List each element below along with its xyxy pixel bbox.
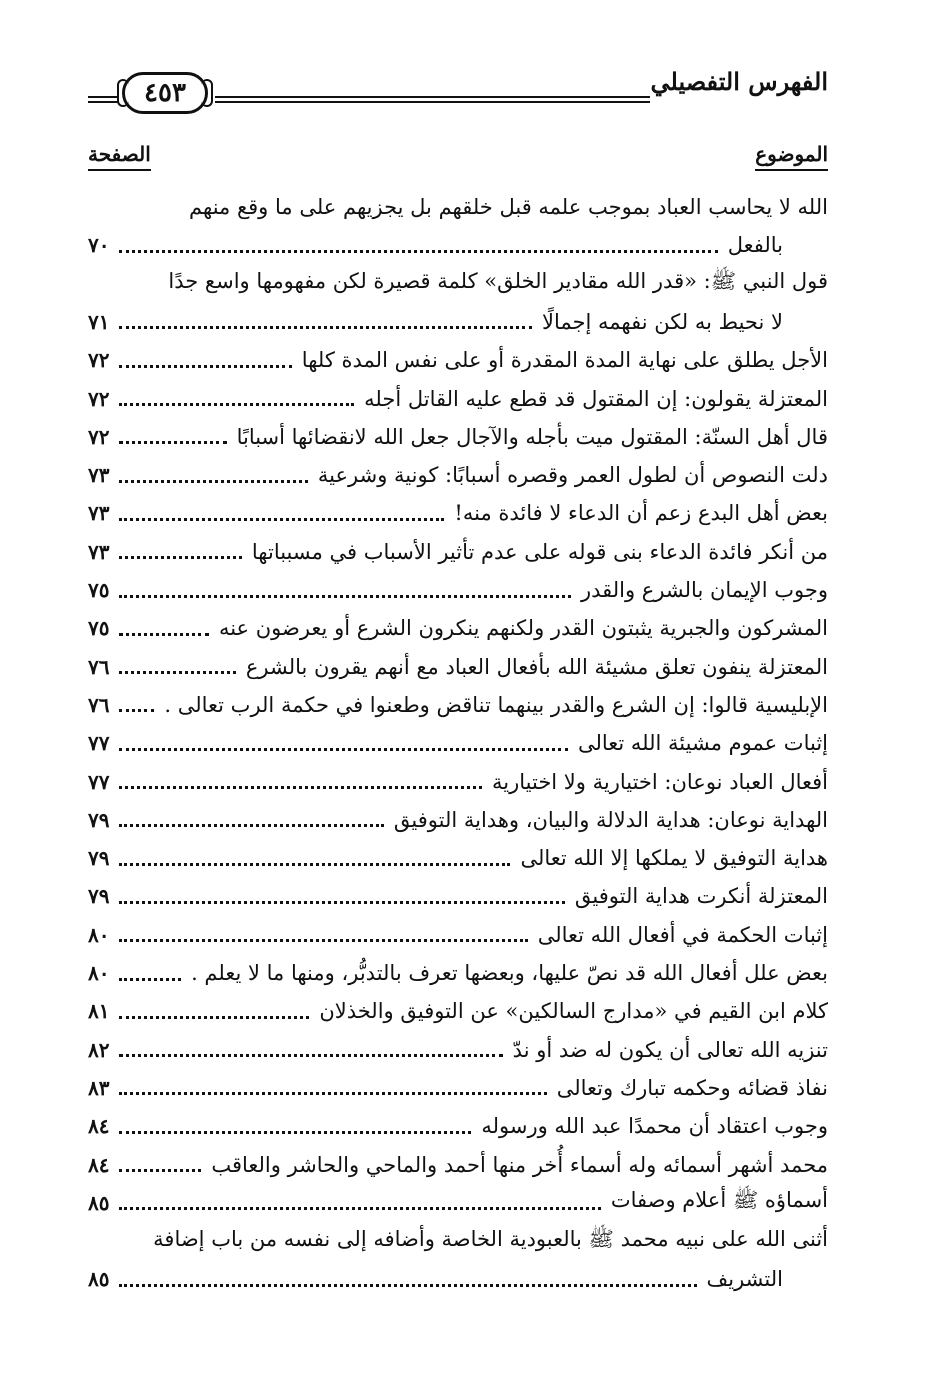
toc-entry-title: المشركون والجبرية يثبتون القدر ولكنهم ينكرون الشرع أو يعرضون عنه	[218, 616, 828, 641]
page-number-badge	[122, 72, 208, 114]
toc-entry-line	[88, 418, 828, 456]
dot-leader	[119, 1169, 201, 1172]
header-rule-left	[88, 96, 118, 98]
toc-entry-page: ٧٩	[88, 846, 110, 871]
toc-entry-page: ٨٢	[88, 1037, 110, 1062]
dot-leader	[119, 748, 567, 751]
toc-entry-line	[88, 571, 828, 609]
toc-entry-page: ٧٠	[88, 233, 110, 258]
column-label-topic: الموضوع	[755, 142, 828, 171]
dot-leader	[119, 633, 208, 636]
toc-entry-page: ٧٢	[88, 386, 110, 411]
toc-entry-line	[88, 380, 828, 418]
dot-leader	[119, 480, 307, 483]
toc-entry-title: بعض أهل البدع زعم أن الدعاء لا فائدة منه!	[454, 501, 828, 526]
dot-leader	[119, 786, 482, 789]
dot-leader	[119, 671, 235, 674]
toc-entry-line	[88, 724, 828, 762]
toc-entry-title: لا نحيط به لكن نفهمه إجمالًا	[542, 309, 783, 334]
toc-entry-line	[88, 533, 828, 571]
toc-entry-title: المعتزلة يقولون: إن المقتول قد قطع عليه القاتل أجله	[364, 386, 828, 411]
toc-entry-line	[88, 877, 828, 915]
header-rule-right-double	[215, 101, 650, 103]
toc-entry-page: ٧٣	[88, 463, 110, 488]
toc-entry-line	[88, 1222, 828, 1260]
toc-entry-title: المعتزلة ينفون تعلق مشيئة الله بأفعال العباد مع أنهم يقرون بالشرع	[245, 654, 828, 679]
toc-entry-line	[88, 456, 828, 494]
dot-leader	[119, 1284, 696, 1287]
toc-entry-page: ٨٣	[88, 1075, 110, 1100]
toc-entry-line	[88, 226, 828, 264]
toc-entry-page: ٧٢	[88, 348, 110, 373]
toc-entry-line	[88, 1069, 828, 1107]
toc-entry-page: ٨٠	[88, 961, 110, 985]
header-title: الفهرس التفصيلي	[650, 67, 828, 96]
toc-entry-line	[88, 1260, 828, 1298]
toc-entry-title: قول النبي ﷺ: «قدر الله مقادير الخلق» كلمة قصيرة لكن مفهومها واسع جدًا	[168, 269, 828, 294]
dot-leader	[119, 1054, 502, 1057]
toc-entry-page: ٨٠	[88, 922, 110, 947]
toc-entry-line	[88, 763, 828, 801]
toc-entry-title: الهداية نوعان: هداية الدلالة والبيان، وهداية التوفيق	[393, 807, 828, 832]
toc-entry-title: التشريف	[706, 1267, 783, 1292]
toc-entry-line	[88, 303, 828, 341]
toc-entry-title: هداية التوفيق لا يملكها إلا الله تعالى	[520, 846, 828, 871]
toc-entry-title: أسماؤه ﷺ أعلام وصفات	[610, 1188, 828, 1213]
dot-leader	[119, 1207, 600, 1210]
toc-entry-page: ٧٣	[88, 539, 110, 564]
toc-entry-page: ٧٦	[88, 692, 110, 717]
toc-entry-title: دلت النصوص أن لطول العمر وقصره أسبابًا: كونية وشرعية	[317, 463, 828, 488]
toc-entry-title: الإبليسية قالوا: إن الشرع والقدر بينهما تناقض وطعنوا في حكمة الرب تعالى .	[164, 692, 828, 717]
toc-entry-title: إثبات الحكمة في أفعال الله تعالى	[537, 922, 828, 947]
toc-entry-line	[88, 839, 828, 877]
toc-entry-title: وجوب الإيمان بالشرع والقدر	[580, 578, 828, 602]
page-number: ٤٥٣	[144, 78, 186, 108]
dot-leader	[119, 1131, 471, 1134]
header-rule-right	[215, 96, 650, 98]
toc-entry-line	[88, 188, 828, 226]
toc-entry-title: الأجل يطلق على نهاية المدة المقدرة أو على نفس المدة كلها	[301, 348, 828, 373]
toc-entry-title: تنزيه الله تعالى أن يكون له ضد أو ندّ	[512, 1037, 828, 1062]
toc-entry-line	[88, 954, 828, 992]
toc-entry-page: ٧٢	[88, 424, 110, 449]
toc-entry-title: أفعال العباد نوعان: اختيارية ولا اختيارية	[492, 769, 828, 794]
toc-entry-line	[88, 992, 828, 1030]
toc-entry-page: ٧٥	[88, 578, 110, 602]
dot-leader	[119, 250, 717, 253]
toc-entry-title: أثنى الله على نبيه محمد ﷺ بالعبودية الخاصة وأضافه إلى نفسه من باب إضافة	[153, 1226, 828, 1251]
toc-entry-title: وجوب اعتقاد أن محمدًا عبد الله ورسوله	[481, 1114, 828, 1139]
toc-entry-title: من أنكر فائدة الدعاء بنى قوله على عدم تأثير الأسباب في مسبباتها	[251, 539, 828, 564]
toc-entry-page: ٧٩	[88, 884, 110, 909]
toc-entry-page: ٨٥	[88, 1267, 110, 1292]
dot-leader	[119, 595, 570, 598]
dot-leader	[119, 1016, 309, 1019]
toc-entry-line	[88, 801, 828, 839]
toc-entry-title: محمد أشهر أسمائه وله أسماء أُخر منها أحمد والماحي والحاشر والعاقب	[211, 1152, 828, 1177]
dot-leader	[119, 901, 564, 904]
dot-leader	[119, 978, 181, 981]
toc-entry-line	[88, 494, 828, 532]
toc-entry-line	[88, 1184, 828, 1222]
toc-entry-page: ٧٧	[88, 731, 110, 756]
dot-leader	[119, 365, 291, 368]
toc-entry-line	[88, 916, 828, 954]
toc-entry-page: ٨٤	[88, 1152, 110, 1177]
toc-entry-title: قال أهل السنّة: المقتول ميت بأجله والآجال جعل الله لانقضائها أسبابًا	[236, 424, 828, 449]
dot-leader	[119, 1092, 546, 1095]
dot-leader	[119, 403, 354, 406]
toc-entry-title: بالفعل	[727, 233, 783, 258]
toc-entry-line	[88, 686, 828, 724]
toc-entry-line	[88, 265, 828, 303]
toc-entry-page: ٧٥	[88, 616, 110, 641]
toc-entry-page: ٧٦	[88, 654, 110, 679]
dot-leader	[119, 863, 510, 866]
column-label-page: الصفحة	[88, 142, 151, 171]
toc-entry-title: بعض علل أفعال الله قد نصّ عليها، وبعضها تعرف بالتدبُّر، ومنها ما لا يعلم .	[191, 961, 828, 985]
toc-entry-title: نفاذ قضائه وحكمه تبارك وتعالى	[556, 1075, 828, 1100]
dot-leader	[119, 939, 527, 942]
toc-entry-page: ٨٤	[88, 1114, 110, 1139]
toc-entry-title: كلام ابن القيم في «مدارج السالكين» عن التوفيق والخذلان	[319, 999, 828, 1024]
toc-entry-page: ٧٧	[88, 769, 110, 794]
toc-entry-title: إثبات عموم مشيئة الله تعالى	[577, 731, 828, 756]
toc-entry-line	[88, 1031, 828, 1069]
dot-leader	[119, 824, 383, 827]
dot-leader	[119, 441, 226, 444]
toc-entry-line	[88, 648, 828, 686]
dot-leader	[119, 326, 532, 329]
toc-entry-page: ٧١	[88, 309, 110, 334]
toc-entry-page: ٨٥	[88, 1190, 110, 1215]
toc-entry-line	[88, 341, 828, 379]
dot-leader	[119, 556, 241, 559]
dot-leader	[119, 518, 444, 521]
toc-entry-page: ٧٣	[88, 501, 110, 526]
toc-entry-title: المعتزلة أنكرت هداية التوفيق	[574, 884, 828, 909]
toc-entry-title: الله لا يحاسب العباد بموجب علمه قبل خلقهم بل يجزيهم على ما وقع منهم	[189, 195, 828, 219]
toc-entry-line	[88, 1146, 828, 1184]
toc-entry-line	[88, 1107, 828, 1145]
toc-entry-page: ٨١	[88, 999, 110, 1024]
toc-entry-line	[88, 609, 828, 647]
dot-leader	[119, 709, 154, 712]
toc-entry-page: ٧٩	[88, 807, 110, 832]
header-rule-left-double	[88, 101, 118, 103]
